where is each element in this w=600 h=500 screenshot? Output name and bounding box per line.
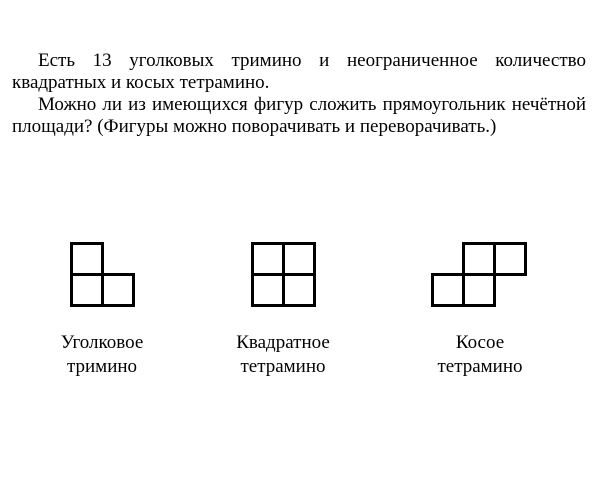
skew-tetromino-caption [395,331,565,379]
l-tromino-caption-line2: тримино [66,356,138,377]
problem-statement [12,50,586,138]
problem-paragraph-2: Можно ли из имеющихся фигур сложить прямоугольник нечётной площади? (Фигуры можно поворачивать и переворачивать.) [12,94,586,137]
skew-tetromino-caption-line1: Косое [455,332,505,353]
problem-paragraph-1: Есть 13 уголковых тримино и неограниченное количество квадратных и косых тетрамино. [12,50,586,93]
skew-tetromino-caption-line2: тетрамино [437,356,523,377]
square-tetromino-caption [198,331,368,379]
square-tetromino-icon [251,242,317,308]
l-tromino-caption [17,331,187,379]
l-tromino-caption-line1: Уголковое [60,332,144,353]
skew-tetromino-icon [431,242,528,308]
l-tromino-icon [70,242,136,308]
square-tetromino-caption-line1: Квадратное [236,332,330,353]
square-tetromino-caption-line2: тетрамино [240,356,326,377]
